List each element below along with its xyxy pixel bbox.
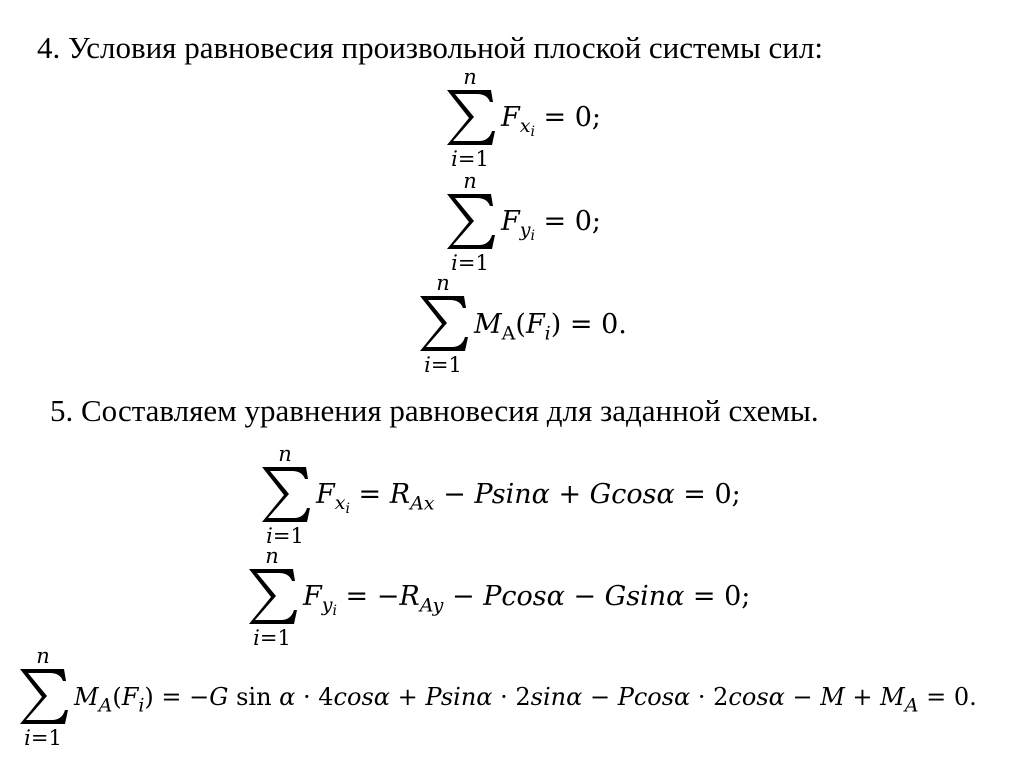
equation-body: $F_{y_i} = 0$; [501, 205, 602, 245]
sigma-icon [258, 465, 312, 523]
scheme-equation-moment [16, 645, 977, 749]
scheme-equation-fy [245, 545, 750, 649]
equilibrium-equation-moment [416, 272, 627, 376]
sum-lower-limit: i=1 [253, 626, 291, 650]
summation-operator [416, 272, 470, 376]
sum-upper-limit: n [278, 442, 292, 466]
scheme-equation-fx [258, 443, 741, 547]
sigma-icon [416, 294, 470, 352]
sum-upper-limit: n [463, 169, 477, 193]
equation-body: $F_{x_i} = R_{Ax} - Psin\alpha + Gcos\alpha = 0$; [316, 478, 741, 518]
equation-body: $M_A(F_i) = 0$. [474, 308, 627, 345]
equilibrium-equation-fx [443, 66, 601, 170]
sum-upper-limit: n [36, 644, 50, 668]
summation-operator [16, 645, 70, 749]
sum-lower-limit: i=1 [424, 353, 462, 377]
sum-lower-limit: i=1 [451, 251, 489, 275]
section-5-heading: 5. Составляем уравнения равновесия для заданной схемы. [50, 393, 819, 428]
summation-operator [258, 443, 312, 547]
summation-operator [443, 66, 497, 170]
sum-lower-limit: i=1 [451, 147, 489, 171]
equilibrium-equation-fy [443, 170, 601, 274]
sum-lower-limit: i=1 [266, 524, 304, 548]
sigma-icon [443, 192, 497, 250]
sum-upper-limit: n [436, 271, 450, 295]
sigma-icon [245, 567, 299, 625]
sigma-icon [16, 667, 70, 725]
equation-body: $F_{x_i} = 0$; [501, 101, 602, 141]
section-4-heading: 4. Условия равновесия произвольной плоской системы сил: [37, 30, 823, 65]
summation-operator [245, 545, 299, 649]
sigma-icon [443, 88, 497, 146]
sum-lower-limit: i=1 [24, 726, 62, 750]
sum-upper-limit: n [265, 544, 279, 568]
summation-operator [443, 170, 497, 274]
equation-body: $F_{y_i} = -R_{Ay} - Pcos\alpha - Gsin\alpha = 0$; [303, 580, 751, 620]
equation-body: $M_A(F_i) = -G$ $\sin \alpha \cdot 4\cos\alpha + Psin\alpha \cdot 2\sin\alpha - Pcos\alpha \cdot 2\cos\alpha - M + M_A = 0$. [74, 683, 977, 717]
sum-upper-limit: n [463, 65, 477, 89]
